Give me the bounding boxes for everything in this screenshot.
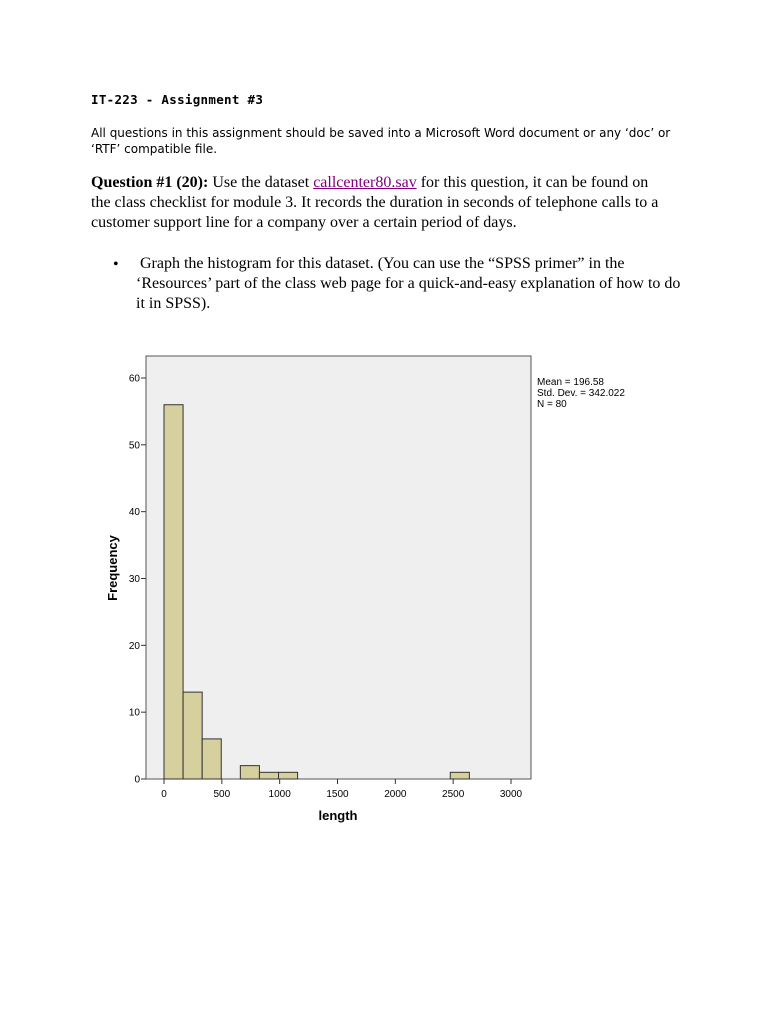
bullet-item-text: Graph the histogram for this dataset. (You can use the “SPSS primer” in the ‘Resources’ part of the class web page for a quick-and-easy explanation of how to do it in SPSS). — [136, 255, 681, 312]
stats-legend — [537, 377, 625, 410]
question-label: Question #1 (20): — [91, 174, 209, 191]
histogram-bar — [259, 772, 278, 779]
x-tick-label: 500 — [213, 789, 231, 800]
histogram-bar — [164, 405, 183, 779]
x-axis — [161, 779, 522, 800]
stats-mean: Mean = 196.58 — [537, 377, 604, 388]
y-tick-label: 60 — [128, 373, 140, 385]
dataset-link[interactable]: callcenter80.sav — [313, 174, 417, 191]
stats-std-dev: Std. Dev. = 342.022 — [537, 388, 625, 399]
intro-paragraph: All questions in this assignment should be saved into a Microsoft Word document or any ‘doc’ or ‘RTF’ compatible file. — [91, 126, 671, 156]
histogram-bar — [279, 772, 298, 779]
y-axis-label: Frequency — [105, 535, 120, 601]
y-tick-label: 0 — [134, 774, 140, 786]
y-tick-label: 50 — [128, 440, 140, 452]
x-axis-label: length — [318, 808, 358, 823]
x-tick-label: 1500 — [326, 789, 349, 800]
y-tick-label: 10 — [128, 707, 140, 719]
x-tick-label: 2500 — [442, 789, 465, 800]
histogram-bar — [202, 739, 221, 779]
assignment-heading: IT-223 - Assignment #3 — [91, 92, 264, 107]
y-tick-label: 30 — [128, 574, 140, 585]
y-tick-label: 40 — [128, 507, 140, 519]
histogram-bar — [240, 766, 259, 779]
bullet-dot-icon: • — [113, 256, 119, 273]
histogram-bar — [450, 772, 469, 779]
plot-area — [146, 356, 531, 779]
question-text-before-link: Use the dataset — [208, 174, 314, 191]
x-tick-label: 2000 — [384, 789, 407, 800]
y-axis — [129, 374, 146, 786]
y-tick-label: 20 — [128, 640, 140, 652]
histogram-bar — [183, 692, 202, 779]
x-tick-label: 3000 — [499, 789, 523, 800]
x-tick-label: 1000 — [268, 789, 291, 800]
stats-n: N = 80 — [537, 399, 567, 410]
question-text-after-link: for this question, it can be found on the class checklist for module 3. It records the duration in seconds of telephone calls to a customer support line for a company over a certain period of days. — [91, 174, 659, 231]
x-tick-label: 0 — [161, 789, 167, 800]
